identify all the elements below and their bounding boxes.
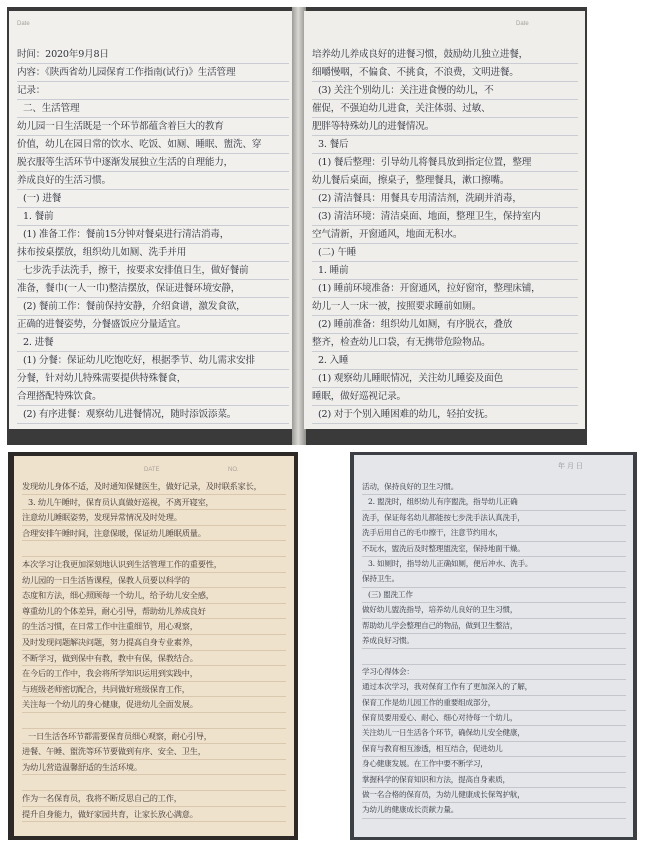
ruled-line [362, 802, 626, 803]
ruled-line [17, 315, 289, 316]
ruled-line [17, 207, 289, 208]
notebook-left-page [9, 11, 294, 429]
ruled-line [17, 225, 289, 226]
handwritten-line [22, 542, 286, 554]
ruled-line [22, 525, 286, 526]
ruled-line [22, 556, 286, 557]
ruled-line [362, 818, 626, 819]
handwritten-line: 做一名合格的保育员，为幼儿健康成长保驾护航， [362, 790, 525, 799]
ruled-line [22, 618, 286, 619]
notebook-spread-photo [7, 7, 587, 445]
handwritten-line: (2) 清洁餐具：用餐具专用清洁剂，洗刷并消毒， [318, 193, 522, 204]
handwritten-line: 催促，不强迫幼儿进食，关注体弱、过敏、 [312, 103, 491, 114]
ruled-line [22, 774, 286, 775]
ruled-line [312, 369, 578, 370]
handwritten-line: 幼儿餐后桌面，擦桌子，整理餐具，漱口擦嘴。 [312, 175, 510, 186]
ruled-line [362, 556, 626, 557]
ruled-line [17, 387, 289, 388]
handwritten-line [22, 714, 286, 726]
ruled-line [312, 153, 578, 154]
notebook-page [14, 456, 294, 836]
ruled-line [312, 225, 578, 226]
ruled-line [17, 351, 289, 352]
handwritten-line: 整齐，检查幼儿口袋，有无携带危险物品。 [312, 337, 491, 348]
handwritten-line: 价值，幼儿在园日常的饮水、吃饭、如厕、睡眠、盥洗、穿 [17, 139, 262, 150]
ruled-line [312, 81, 578, 82]
ruled-line [362, 787, 626, 788]
ruled-line [362, 510, 626, 511]
handwritten-page-photo-grey [350, 452, 637, 840]
ruled-line [22, 665, 286, 666]
ruled-line [362, 633, 626, 634]
handwritten-line: 1. 餐前 [23, 211, 54, 222]
handwritten-line [22, 776, 286, 788]
ruled-line [312, 243, 578, 244]
handwritten-line: 不玩水，盥洗后及时整理盥洗室，保持地面干燥。 [362, 543, 525, 553]
ruled-line [22, 634, 286, 635]
ruled-line [312, 117, 578, 118]
ruled-line [312, 99, 578, 100]
ruled-line [312, 261, 578, 262]
handwritten-line: 幼儿一人一床一被，按照要求睡前如厕。 [312, 301, 482, 312]
handwritten-line: 态度和方法，细心照顾每一个幼儿，给予幼儿安全感， [22, 590, 214, 601]
handwritten-line: (1) 分餐：保证幼儿吃饱吃好，根据季节、幼儿需求安排 [23, 355, 255, 366]
page-date-label: Date [516, 21, 529, 27]
handwritten-line: 学习心得体会： [362, 666, 414, 676]
ruled-line [362, 541, 626, 542]
ruled-line [362, 494, 626, 495]
ruled-line [17, 333, 289, 334]
handwritten-line: 的生活习惯，在日常工作中注重细节，用心观察， [22, 621, 198, 632]
handwritten-line: 1. 睡前 [318, 265, 349, 276]
handwritten-line: 做好幼儿盥洗指导，培养幼儿良好的卫生习惯， [362, 605, 518, 615]
ruled-line [22, 540, 286, 541]
handwritten-line: 空气清新，开窗通风，地面无积水。 [312, 229, 463, 240]
ruled-line [362, 664, 626, 665]
ruled-line [17, 117, 289, 118]
handwritten-line: 细嚼慢咽，不偏食、不挑食，不浪费，文明进餐。 [312, 67, 519, 78]
ruled-line [312, 333, 578, 334]
ruled-line [22, 712, 286, 713]
handwritten-line: 与班级老师密切配合，共同做好班级保育工作， [22, 683, 190, 694]
ruled-line [312, 405, 578, 406]
handwritten-line: 合理安排午睡时间，注意保暖，保证幼儿睡眠质量。 [22, 527, 206, 538]
ruled-line [362, 618, 626, 619]
handwritten-line: 身心健康发展。在工作中要不断学习， [362, 759, 488, 769]
ruled-line [362, 587, 626, 588]
handwritten-line: 3. 幼儿午睡时，保育员认真做好巡视，不离开寝室， [28, 496, 214, 507]
handwritten-line: 正确的进餐姿势，分餐盛饭应分量适宜。 [17, 319, 187, 330]
handwritten-line: (三) 盥洗工作 [368, 589, 413, 599]
ruled-line [362, 679, 626, 680]
ruled-line [362, 772, 626, 773]
handwritten-line: 3. 餐后 [318, 139, 349, 150]
page-date-label: 年 月 日 [558, 463, 583, 470]
handwritten-line: (1) 餐后整理：引导幼儿将餐具放到指定位置，整理 [318, 157, 532, 168]
handwritten-line: 睡眠，做好巡视记录。 [312, 391, 406, 402]
handwritten-line: 尊重幼儿的个体差异，耐心引导，帮助幼儿养成良好 [22, 605, 206, 616]
ruled-line [312, 171, 578, 172]
ruled-line [17, 135, 289, 136]
ruled-line [362, 525, 626, 526]
handwritten-page-photo-warm [8, 452, 298, 840]
ruled-line [17, 171, 289, 172]
ruled-line [22, 587, 286, 588]
handwritten-line: 在今后的工作中，我会将所学知识运用到实践中， [22, 668, 198, 679]
handwritten-line: 脱衣服等生活环节中逐渐发展独立生活的自理能力， [17, 157, 234, 168]
handwritten-line: (2) 睡前准备：组织幼儿如厕，有序脱衣，叠放 [318, 319, 513, 330]
ruled-line [362, 741, 626, 742]
ruled-line [22, 790, 286, 791]
ruled-line [362, 571, 626, 572]
ruled-line [362, 725, 626, 726]
ruled-line [22, 759, 286, 760]
handwritten-line: 2. 入睡 [318, 355, 349, 366]
handwritten-line [362, 650, 626, 661]
handwritten-line: 本次学习让我更加深刻地认识到生活管理工作的重要性， [22, 559, 222, 569]
notebook-page [354, 455, 633, 837]
ruled-line [22, 650, 286, 651]
notebook-right-page [304, 11, 585, 429]
handwritten-line: 作为一名保育员，我将不断反思自己的工作， [22, 793, 182, 803]
handwritten-line: (2) 对于个别入睡困难的幼儿，轻拍安抚。 [318, 409, 494, 420]
ruled-line [362, 756, 626, 757]
handwritten-line: 养成良好习惯。 [362, 636, 414, 645]
ruled-line [17, 243, 289, 244]
handwritten-line: 准备，餐巾(一人一巾)整洁摆放，保证进餐环境安静， [17, 283, 241, 294]
handwritten-line: 内容：《陕西省幼儿园保育工作指南(试行)》生活管理 [17, 67, 236, 78]
ruled-line [17, 153, 289, 154]
handwritten-line: 幼儿园一日生活既是一个环节都蕴含着巨大的教育 [17, 121, 224, 132]
page-date-label: Date [17, 21, 30, 27]
ruled-line [312, 189, 578, 190]
handwritten-line: (2) 餐前工作：餐前保持安静，介绍食谱，激发食欲， [23, 301, 246, 312]
handwritten-line: 养成良好的生活习惯。 [17, 175, 111, 186]
ruled-line [22, 603, 286, 604]
handwritten-line: (1) 观察幼儿睡眠情况，关注幼儿睡姿及面色 [318, 373, 503, 384]
handwritten-line: (3) 清洁环境：清洁桌面、地面，整理卫生，保持室内 [318, 211, 541, 222]
page-date-label: DATE [144, 467, 160, 473]
handwritten-line: 时间：2020年9月8日 [17, 49, 109, 60]
ruled-line [362, 602, 626, 603]
handwritten-line: 关注幼儿一日生活各个环节，确保幼儿安全健康， [362, 728, 525, 738]
ruled-line [17, 405, 289, 406]
ruled-line [22, 728, 286, 729]
handwritten-line: 关注每一个幼儿的身心健康，促进幼儿全面发展。 [22, 699, 198, 710]
handwritten-line: 发现幼儿身体不适，及时通知保健医生，做好记录，及时联系家长， [22, 481, 262, 491]
handwritten-line: (2) 有序进餐：观察幼儿进餐情况，随时添饭添菜。 [23, 409, 237, 420]
handwritten-line: 一日生活各环节都需要保育员细心观察，耐心引导， [28, 730, 212, 741]
page-number-label: NO. [228, 467, 239, 473]
handwritten-line: 掌握科学的保育知识和方法，提高自身素质， [362, 774, 510, 784]
ruled-line [312, 351, 578, 352]
handwritten-line: 帮助幼儿学会整理自己的物品，做到卫生整洁， [362, 620, 518, 630]
handwritten-line: 提升自身能力，做好家园共育，让家长放心满意。 [22, 808, 198, 819]
ruled-line [17, 99, 289, 100]
handwritten-line: (一) 进餐 [23, 193, 62, 204]
ruled-line [22, 681, 286, 682]
handwritten-line: 培养幼儿养成良好的进餐习惯，鼓励幼儿独立进餐， [312, 49, 529, 60]
handwritten-line: 3. 如厕时，指导幼儿正确如厕，便后冲水、洗手。 [368, 559, 533, 568]
ruled-line [362, 695, 626, 696]
ruled-line [22, 806, 286, 807]
handwritten-line: 进餐、午睡、盥洗等环节要做到有序、安全、卫生， [22, 746, 206, 757]
ruled-line [22, 743, 286, 744]
handwritten-line: 保育员要用爱心、耐心、细心对待每一个幼儿， [362, 713, 518, 722]
ruled-line [22, 696, 286, 697]
handwritten-line: 分餐，针对幼儿特殊需要提供特殊餐食， [17, 373, 187, 384]
handwritten-line: 七步洗手法洗手，擦干，按要求安排值日生，做好餐前 [23, 265, 249, 276]
handwritten-line: 不断学习，做到保中有教，教中有保，保教结合。 [22, 652, 198, 663]
ruled-line [17, 189, 289, 190]
ruled-line [312, 387, 578, 388]
ruled-line [362, 710, 626, 711]
handwritten-line: (1) 准备工作：餐前15分钟对餐桌进行清洁消毒， [23, 229, 230, 240]
ruled-line [17, 81, 289, 82]
handwritten-line: 注意幼儿睡眠姿势，发现异常情况及时处理。 [22, 512, 182, 523]
ruled-line [312, 207, 578, 208]
ruled-line [312, 423, 578, 424]
handwritten-line: 合理搭配特殊饮食。 [17, 391, 102, 402]
ruled-line [312, 315, 578, 316]
ruled-line [17, 297, 289, 298]
handwritten-line: (二) 午睡 [318, 247, 357, 258]
handwritten-line: 洗手后用自己的毛巾擦干，注意节约用水， [362, 528, 503, 538]
handwritten-line: 二、生活管理 [23, 103, 80, 114]
handwritten-line: 幼儿园的一日生活皆课程，保教人员要以科学的 [22, 574, 190, 585]
ruled-line [17, 279, 289, 280]
ruled-line [312, 135, 578, 136]
ruled-line [22, 509, 286, 510]
handwritten-line: 2. 盥洗时，组织幼儿有序盥洗，指导幼儿正确 [368, 497, 518, 507]
handwritten-line: (3) 关注个别幼儿：关注进食慢的幼儿，不 [318, 85, 494, 96]
handwritten-line: 记录： [17, 85, 46, 96]
handwritten-line: 为幼儿营造温馨舒适的生活环境。 [22, 761, 142, 772]
handwritten-line: 通过本次学习，我对保育工作有了更加深入的了解， [362, 682, 533, 692]
handwritten-line: 为幼儿的健康成长贡献力量。 [362, 805, 459, 815]
ruled-line [362, 648, 626, 649]
ruled-line [17, 369, 289, 370]
ruled-line [17, 63, 289, 64]
handwritten-line: 肥胖等特殊幼儿的进餐情况。 [312, 121, 435, 132]
ruled-line [312, 279, 578, 280]
handwritten-line: 抹布按桌摆放，组织幼儿如厕、洗手并用 [17, 247, 187, 258]
handwritten-line: 保持卫生。 [362, 574, 399, 584]
handwritten-line: 2. 进餐 [23, 337, 54, 348]
ruled-line [22, 494, 286, 495]
ruled-line [312, 63, 578, 64]
ruled-line [22, 572, 286, 573]
handwritten-line: 保育与教育相互渗透，相互结合，促进幼儿 [362, 743, 503, 753]
handwritten-line: 活动，保持良好的卫生习惯。 [362, 482, 459, 491]
handwritten-line: 及时发现问题解决问题，努力提高自身专业素养， [22, 637, 198, 647]
handwritten-line: 保育工作是幼儿园工作的重要组成部分， [362, 697, 496, 707]
ruled-line [312, 297, 578, 298]
handwritten-line: 洗手，保证每名幼儿都能按七步洗手法认真洗手， [362, 512, 525, 522]
ruled-line [17, 261, 289, 262]
handwritten-line: (1) 睡前环境准备：开窗通风，拉好窗帘，整理床铺， [318, 283, 541, 294]
ruled-line [17, 423, 289, 424]
ruled-line [22, 821, 286, 822]
